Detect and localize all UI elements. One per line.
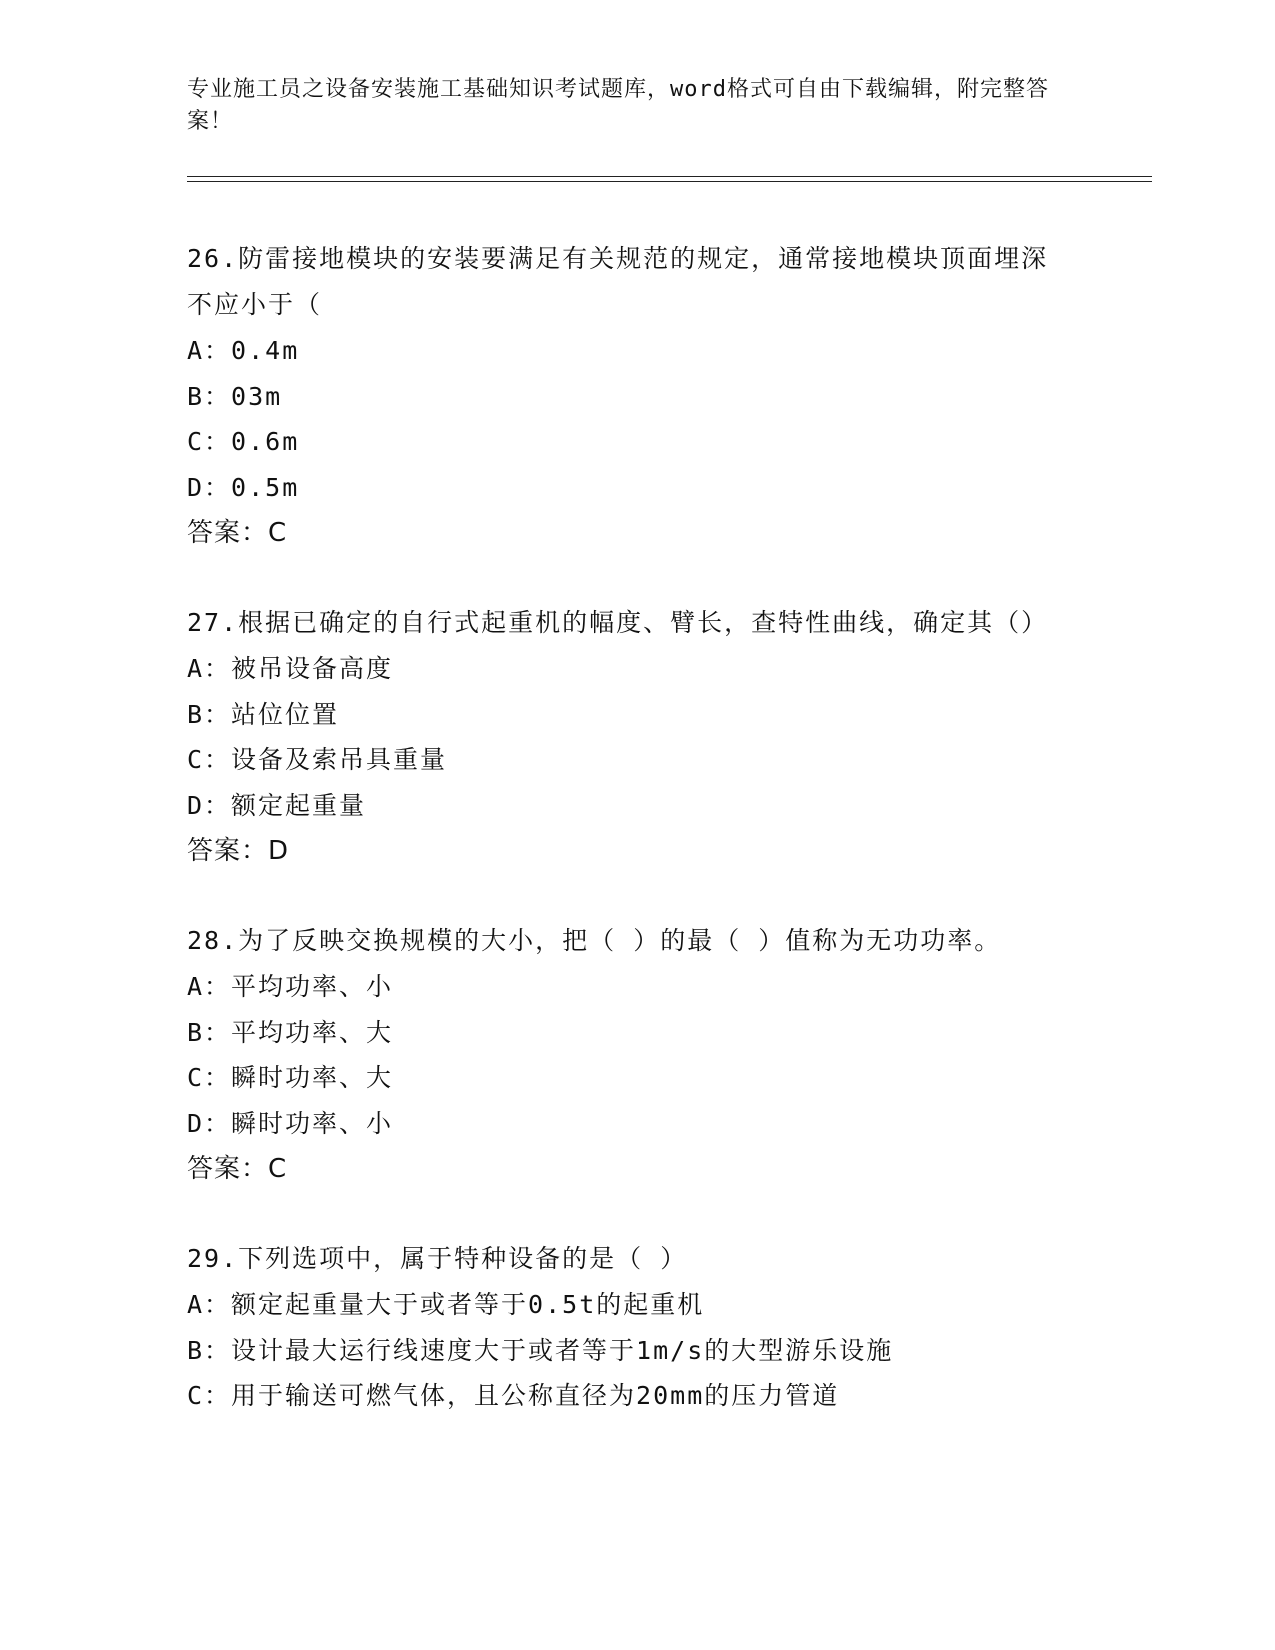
option-b: B：03m — [187, 381, 283, 411]
option-c: C：用于输送可燃气体，且公称直径为20mm的压力管道 — [187, 1381, 840, 1410]
question-stem: 26.防雷接地模块的安装要满足有关规范的规定，通常接地模块顶面埋深不应小于（ — [187, 244, 1049, 319]
option-a: A：0.4m — [187, 336, 300, 365]
question-stem: 29.下列选项中，属于特种设备的是（ ） — [187, 1244, 688, 1273]
question-29 — [187, 1236, 1087, 1419]
header-divider-top — [187, 176, 1152, 177]
answer: 答案：C — [187, 518, 288, 548]
option-b: B：平均功率、大 — [187, 1017, 394, 1047]
option-a: A：被吊设备高度 — [187, 654, 394, 683]
answer: 答案：D — [187, 836, 290, 866]
option-d: D：额定起重量 — [187, 790, 367, 820]
option-d: D：瞬时功率、小 — [187, 1108, 394, 1138]
option-a: A：平均功率、小 — [187, 972, 394, 1001]
question-26 — [187, 236, 1087, 556]
question-list — [187, 236, 1087, 1463]
option-b: B：站位位置 — [187, 699, 340, 729]
question-27 — [187, 600, 1087, 874]
option-c: C：0.6m — [187, 427, 300, 456]
document-header: 专业施工员之设备安装施工基础知识考试题库，word格式可自由下载编辑，附完整答案！ — [187, 77, 1049, 134]
question-stem: 28.为了反映交换规模的大小，把（ ）的最（ ）值称为无功功率。 — [187, 926, 1002, 955]
option-d: D：0.5m — [187, 472, 300, 502]
option-c: C：瞬时功率、大 — [187, 1063, 394, 1092]
header-divider-bottom — [187, 181, 1152, 182]
question-28 — [187, 918, 1087, 1192]
option-c: C：设备及索吊具重量 — [187, 745, 448, 774]
answer: 答案：C — [187, 1154, 288, 1184]
question-stem: 27.根据已确定的自行式起重机的幅度、臂长，查特性曲线，确定其（） — [187, 608, 1049, 637]
option-b: B：设计最大运行线速度大于或者等于1m/s的大型游乐设施 — [187, 1335, 894, 1365]
option-a: A：额定起重量大于或者等于0.5t的起重机 — [187, 1290, 705, 1319]
